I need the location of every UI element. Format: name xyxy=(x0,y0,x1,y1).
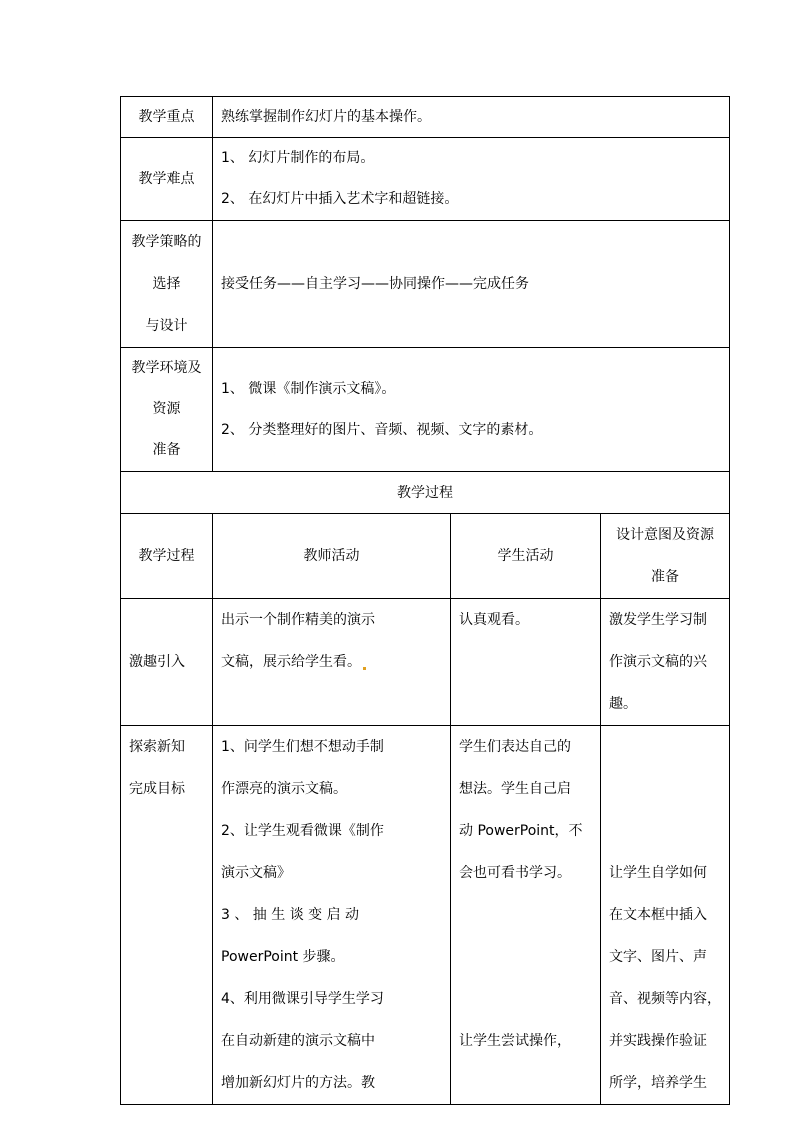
intent-cell xyxy=(601,726,730,1105)
student-gap xyxy=(459,894,592,936)
intent-line: 趣。 xyxy=(609,696,637,712)
teacher-cell xyxy=(213,599,451,726)
environment-label-line: 准备 xyxy=(152,442,181,458)
header-intent-line: 设计意图及资源 xyxy=(616,527,714,543)
environment-label-line: 教学环境及资源 xyxy=(131,360,202,417)
row-strategy xyxy=(121,221,730,348)
student-line: 让学生尝试操作， xyxy=(459,1033,571,1049)
teacher-line: 演示文稿》 xyxy=(221,865,291,881)
difficulty-line: 1、 幻灯片制作的布局。 xyxy=(221,150,375,166)
intent-line: 在文本框中插入 xyxy=(609,907,707,923)
row-difficulties xyxy=(121,138,730,221)
label-environment xyxy=(121,348,213,472)
row-process-title xyxy=(121,472,730,514)
student-gap xyxy=(459,936,592,978)
teacher-line: 2、让学生观看微课《制作 xyxy=(221,823,384,839)
student-line: 动 PowerPoint，不 xyxy=(459,823,583,839)
stage-cell xyxy=(121,726,213,1105)
header-teacher: 教师活动 xyxy=(213,514,451,599)
teacher-line: 增加新幻灯片的方法。教 xyxy=(221,1075,375,1091)
intent-line: 让学生自学如何 xyxy=(609,865,707,881)
label-key-points: 教学重点 xyxy=(121,97,213,138)
row-environment xyxy=(121,348,730,472)
environment-line: 1、 微课《制作演示文稿》。 xyxy=(221,380,396,397)
student-line: 认真观看。 xyxy=(459,612,529,628)
teacher-line: 作漂亮的演示文稿。 xyxy=(221,781,347,797)
intent-line: 文字、图片、声 xyxy=(609,949,707,965)
teacher-line: PowerPoint 步骤。 xyxy=(221,949,345,965)
process-title: 教学过程 xyxy=(121,472,730,514)
teacher-line: 4、利用微课引导学生学习 xyxy=(221,991,384,1007)
intent-cell xyxy=(601,599,730,726)
lesson-plan-table xyxy=(120,96,730,1105)
row-key-points xyxy=(121,97,730,138)
header-intent xyxy=(601,514,730,599)
row-headers xyxy=(121,514,730,599)
content-key-points: 熟练掌握制作幻灯片的基本操作。 xyxy=(213,97,730,138)
student-cell xyxy=(451,599,601,726)
student-cell xyxy=(451,726,601,1105)
student-line: 学生们表达自己的 xyxy=(459,739,571,755)
label-difficulties: 教学难点 xyxy=(121,138,213,221)
content-difficulties xyxy=(213,138,730,221)
intent-line: 音、视频等内容， xyxy=(609,991,721,1007)
header-student: 学生活动 xyxy=(451,514,601,599)
cursor-mark xyxy=(363,667,366,670)
difficulty-line: 2、 在幻灯片中插入艺术字和超链接。 xyxy=(221,191,459,207)
intent-gap xyxy=(609,726,721,768)
table-row xyxy=(121,599,730,726)
teacher-line: 1、问学生们想不想动手制 xyxy=(221,739,384,755)
content-strategy: 接受任务——自主学习——协同操作——完成任务 xyxy=(213,221,730,348)
intent-line: 激发学生学习制 xyxy=(609,612,707,628)
stage-line: 探索新知 xyxy=(129,739,185,755)
teacher-line xyxy=(221,641,442,683)
table-row xyxy=(121,726,730,1105)
strategy-label-line: 与设计 xyxy=(145,318,188,334)
label-strategy xyxy=(121,221,213,348)
strategy-label-line: 教学策略的选择 xyxy=(131,234,202,292)
student-line: 会也可看书学习。 xyxy=(459,865,571,881)
student-line: 想法。学生自己启 xyxy=(459,781,571,797)
teacher-cell xyxy=(213,726,451,1105)
stage-line: 完成目标 xyxy=(129,781,185,797)
intent-line: 作演示文稿的兴 xyxy=(609,654,707,670)
teacher-line: 在自动新建的演示文稿中 xyxy=(221,1033,375,1049)
intent-line: 所学，培养学生 xyxy=(609,1075,707,1091)
teacher-line-text: 文稿，展示给学生看。 xyxy=(221,654,361,670)
stage-cell: 激趣引入 xyxy=(121,599,213,726)
header-intent-line: 准备 xyxy=(651,569,679,585)
header-stage: 教学过程 xyxy=(121,514,213,599)
intent-line: 并实践操作验证 xyxy=(609,1033,707,1049)
intent-gap xyxy=(609,810,721,852)
environment-line: 2、 分类整理好的图片、音频、视频、文字的素材。 xyxy=(221,421,543,438)
intent-gap xyxy=(609,768,721,810)
content-environment xyxy=(213,348,730,472)
teacher-line: 出示一个制作精美的演示 xyxy=(221,612,375,628)
student-gap xyxy=(459,978,592,1020)
teacher-line: 3 、 抽 生 谈 变 启 动 xyxy=(221,907,360,923)
